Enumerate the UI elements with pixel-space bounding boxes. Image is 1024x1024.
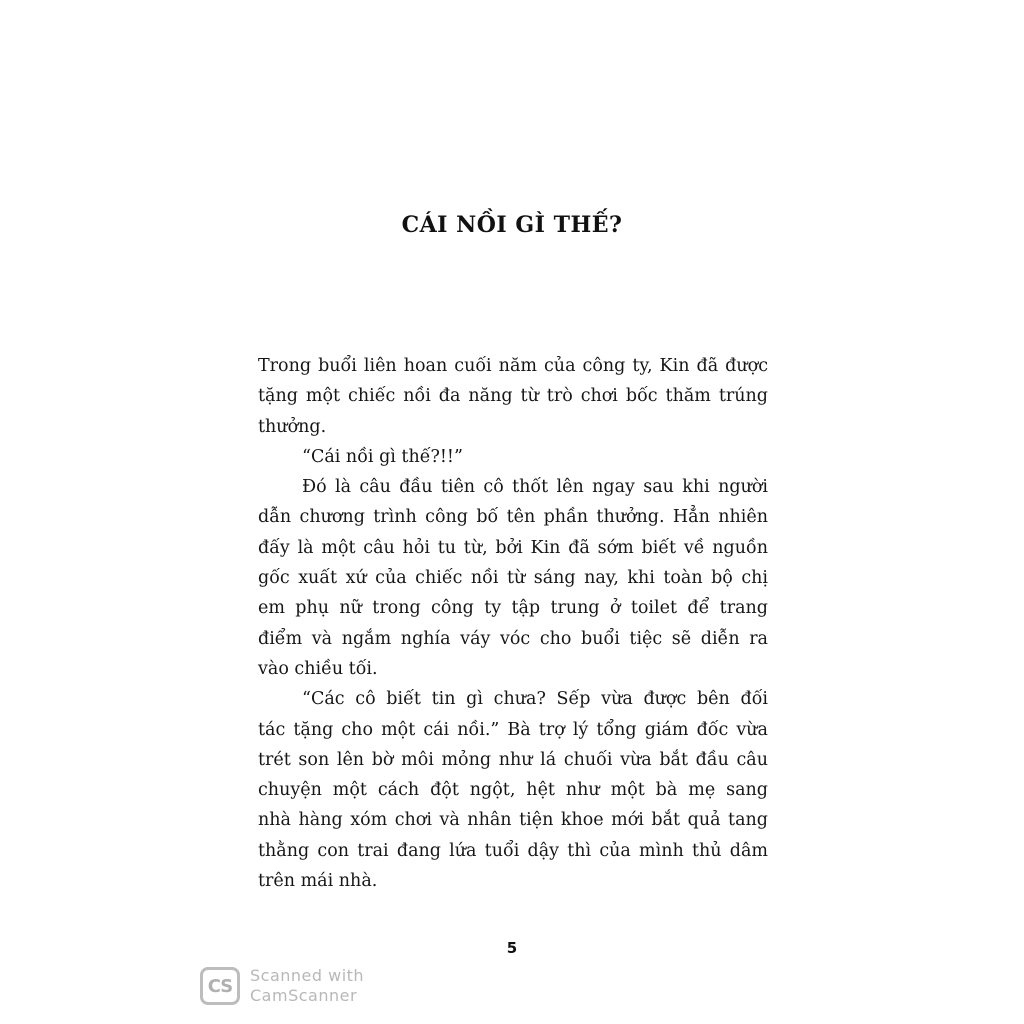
text-line: “Cái nồi gì thế?!!” [302, 446, 463, 467]
text-line: thưởng. [258, 416, 327, 437]
text-line: trét son lên bờ môi mỏng như lá chuối vừa bắt đầu câu [258, 749, 768, 770]
watermark-line-1: Scanned with [250, 966, 365, 985]
chapter-title: CÁI NỒI GÌ THẾ? [401, 212, 623, 238]
text-line: dẫn chương trình công bố tên phần thưởng. Hẳn nhiên [258, 507, 768, 528]
text-line: gốc xuất xứ của chiếc nồi từ sáng nay, khi toàn bộ chị [258, 568, 768, 589]
text-line: Đó là câu đầu tiên cô thốt lên ngay sau khi người [302, 477, 768, 498]
paragraph [258, 351, 768, 442]
text-line: tác tặng cho một cái nồi.” Bà trợ lý tổng giám đốc vừa [258, 719, 768, 740]
page-number: 5 [506, 939, 518, 957]
text-line: trên mái nhà. [258, 871, 378, 892]
text-line: vào chiều tối. [258, 658, 378, 679]
text-line: điểm và ngắm nghía váy vóc cho buổi tiệc sẽ diễn ra [258, 628, 768, 649]
text-line: em phụ nữ trong công ty tập trung ở toilet để trang [258, 598, 768, 619]
camscanner-logo-icon: CS [200, 967, 240, 1005]
text-line: tặng một chiếc nồi đa năng từ trò chơi bốc thăm trúng [258, 386, 768, 407]
watermark-text [250, 966, 364, 1006]
text-line: Trong buổi liên hoan cuối năm của công ty, Kin đã được [258, 356, 768, 376]
body-text [258, 351, 768, 896]
watermark-line-2: CamScanner [250, 986, 358, 1005]
paragraph [258, 684, 768, 896]
paragraph [258, 472, 768, 684]
text-line: đấy là một câu hỏi tu từ, bởi Kin đã sớm biết về nguồn [258, 537, 768, 558]
camscanner-watermark [200, 966, 364, 1006]
text-line: thằng con trai đang lứa tuổi dậy thì của mình thủ dâm [258, 840, 768, 861]
text-line: nhà hàng xóm chơi và nhân tiện khoe mới bắt quả tang [258, 810, 768, 831]
text-line: “Các cô biết tin gì chưa? Sếp vừa được bên đối [302, 689, 768, 710]
text-line: chuyện một cách đột ngột, hệt như một bà mẹ sang [258, 780, 768, 801]
paragraph [258, 442, 768, 472]
